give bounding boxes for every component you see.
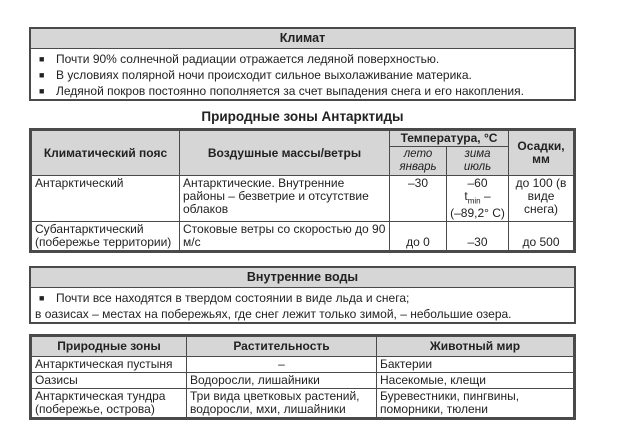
flora-cell: Три вида цветковых растений, водоросли, мхи, лишайники: [187, 389, 377, 418]
table-row: [32, 373, 574, 389]
climate-bullet-1: ■ Почти 90% солнечной радиации отражается ледяной поверхностью.: [39, 52, 440, 66]
header-belt: Климатический пояс: [32, 131, 180, 176]
fauna-cell: Бактерии: [377, 357, 574, 373]
air-cell: Стоковые ветры со скоростью до 90 м/с: [180, 222, 390, 251]
inner-waters-title: Внутренние воды: [31, 268, 574, 288]
header-precip: Осадки, мм: [509, 131, 574, 176]
climate-table: [31, 130, 574, 251]
summer-cell: –30: [390, 176, 447, 222]
climate-bullet-3: ■ Ледяной покров постоянно пополняется за счет выпадения снега и его накопления.: [39, 84, 524, 98]
fauna-cell: Буревестники, пингвины, поморники, тюлени: [377, 389, 574, 418]
climate-bullets: [31, 49, 574, 99]
fauna-cell: Насекомые, клещи: [377, 373, 574, 389]
precip-cell: до 100 (в виде снега): [509, 176, 574, 222]
zone-cell: Антарктическая пустыня: [32, 357, 187, 373]
summer-cell: до 0: [390, 222, 447, 251]
header-fauna: Животный мир: [377, 337, 574, 357]
bullet-icon: ■: [39, 54, 45, 64]
flora-cell: –: [187, 357, 377, 373]
climate-bullet-2: ■ В условиях полярной ночи происходит сильное выхолаживание материка.: [39, 68, 472, 82]
bullet-icon: ■: [39, 70, 45, 80]
winter-cell: –30: [447, 222, 509, 251]
table-row: [32, 357, 574, 373]
inner-waters-box: [29, 266, 576, 324]
zone-cell: Антарктическая тундра (побережье, острова): [32, 389, 187, 418]
winter-cell: –60 $t_{min}$ – (–89,2° C): [447, 176, 509, 222]
climate-title: Климат: [31, 29, 574, 49]
header-temp: Температура, °C: [390, 131, 509, 147]
bullet-icon: ■: [39, 86, 45, 96]
zones-table-box: [29, 334, 576, 420]
header-zone: Природные зоны: [32, 337, 187, 357]
table-row: [32, 389, 574, 418]
bullet-icon: ■: [39, 293, 45, 303]
air-cell: Антарктические. Внутренние районы – безветрие и отсутствие облаков: [180, 176, 390, 222]
flora-cell: Водоросли, лишайники: [187, 373, 377, 389]
climate-table-box: [29, 128, 576, 253]
belt-cell: Субантарктический (побережье территории): [32, 222, 180, 251]
header-air: Воздушные массы/ветры: [180, 131, 390, 176]
header-winter: зима июль: [447, 147, 509, 176]
zones-section-title: Природные зоны Антарктиды: [201, 109, 404, 124]
table-row: [32, 176, 574, 222]
inner-waters-text: ■ Почти все находятся в твердом состоянии в виде льда и снега; в оазисах – местах на побережьях, где снег лежит только зимой, – небольшие озера.: [35, 291, 512, 321]
climate-box: [29, 27, 576, 101]
precip-cell: до 500: [509, 222, 574, 251]
table-row: [32, 222, 574, 251]
zones-table: [31, 336, 574, 418]
belt-cell: Антарктический: [32, 176, 180, 222]
zone-cell: Оазисы: [32, 373, 187, 389]
header-summer: лето январь: [390, 147, 447, 176]
header-flora: Растительность: [187, 337, 377, 357]
